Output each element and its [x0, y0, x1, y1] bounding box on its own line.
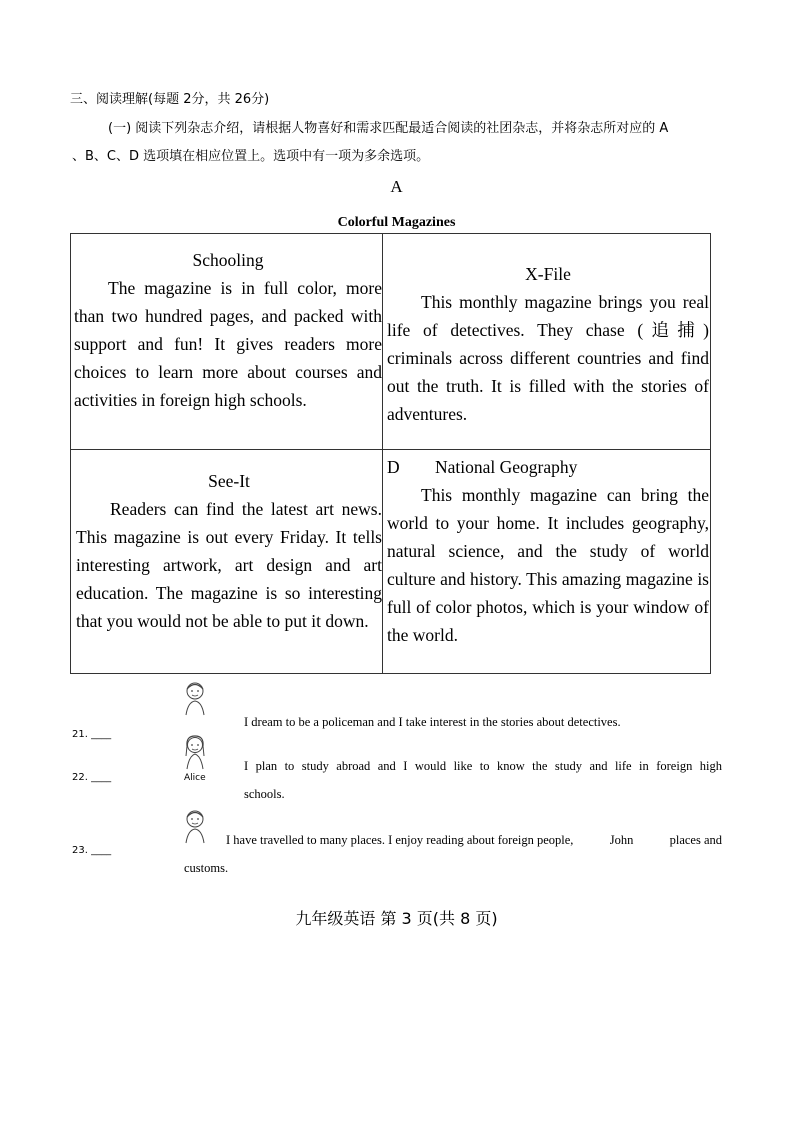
question-22-number: 22. ____ — [72, 772, 112, 783]
person-label-alice: Alice — [184, 773, 206, 783]
answer-blank[interactable]: ____ — [91, 729, 112, 740]
question-22-text-line2: schools. — [244, 787, 285, 801]
magazine-description: This monthly magazine can bring the world to your home. It includes geography, natural science, and the study of world culture and history. This amazing magazine is full of color photos, which is your window of the world. — [387, 485, 709, 645]
answer-blank[interactable]: ____ — [91, 845, 112, 856]
option-letter: D — [387, 457, 400, 477]
question-23-text-main: I have travelled to many places. I enjoy reading about foreign people, — [226, 833, 574, 847]
magazine-name: Schooling — [192, 250, 264, 270]
magazine-cell-see-it — [76, 467, 382, 635]
boy-avatar-icon — [182, 808, 208, 848]
girl-avatar-icon — [182, 734, 208, 774]
question-22-text-line1: I plan to study abroad and I would like to know the study and life in foreign high — [244, 759, 722, 773]
person-label-john: John — [609, 833, 634, 847]
question-23-number: 23. ____ — [72, 845, 112, 856]
question-23-text-line2: customs. — [184, 861, 229, 875]
answer-blank[interactable]: ____ — [91, 772, 112, 783]
table-divider-vertical — [382, 233, 383, 674]
part-letter: A — [390, 177, 403, 196]
instruction-line-1: (一) 阅读下列杂志介绍，请根据人物喜好和需求匹配最适合阅读的社团杂志，并将杂志所对应的 A — [108, 121, 669, 136]
magazine-name: National Geography — [435, 457, 578, 477]
magazine-cell-schooling — [74, 246, 382, 414]
table-divider-horizontal — [70, 449, 711, 450]
table-title: Colorful Magazines — [337, 215, 456, 230]
boy-avatar-icon — [182, 680, 208, 720]
instruction-line-2: 、B、C、D 选项填在相应位置上。选项中有一项为多余选项。 — [72, 149, 430, 164]
magazine-cell-x-file — [387, 260, 709, 428]
page-footer: 九年级英语 第 3 页(共 8 页) — [295, 909, 498, 928]
section-title: 三、阅读理解(每题 2分，共 26分) — [70, 92, 270, 107]
magazine-description: Readers can find the latest art news. This magazine is out every Friday. It tells interesting artwork, art design and art education. The magazine is so interesting that you would not be able to put it down. — [76, 499, 382, 631]
question-23-text-line1 — [226, 826, 722, 854]
question-23-text-end: places and — [669, 833, 722, 847]
question-21-text: I dream to be a policeman and I take interest in the stories about detectives. — [244, 715, 621, 729]
magazine-cell-national-geography — [387, 453, 709, 649]
magazine-description: This monthly magazine brings you real life of detectives. They chase (追捕) criminals across different countries and find out the truth. It is filled with the stories of adventures. — [387, 292, 709, 424]
magazine-heading — [387, 453, 709, 481]
magazine-name: X-File — [525, 264, 571, 284]
question-21-number: 21. ____ — [72, 729, 112, 740]
magazine-name: See-It — [208, 471, 250, 491]
magazine-description: The magazine is in full color, more than two hundred pages, and packed with support and fun! It gives readers more choices to learn more about courses and activities in foreign high schools. — [74, 278, 382, 410]
